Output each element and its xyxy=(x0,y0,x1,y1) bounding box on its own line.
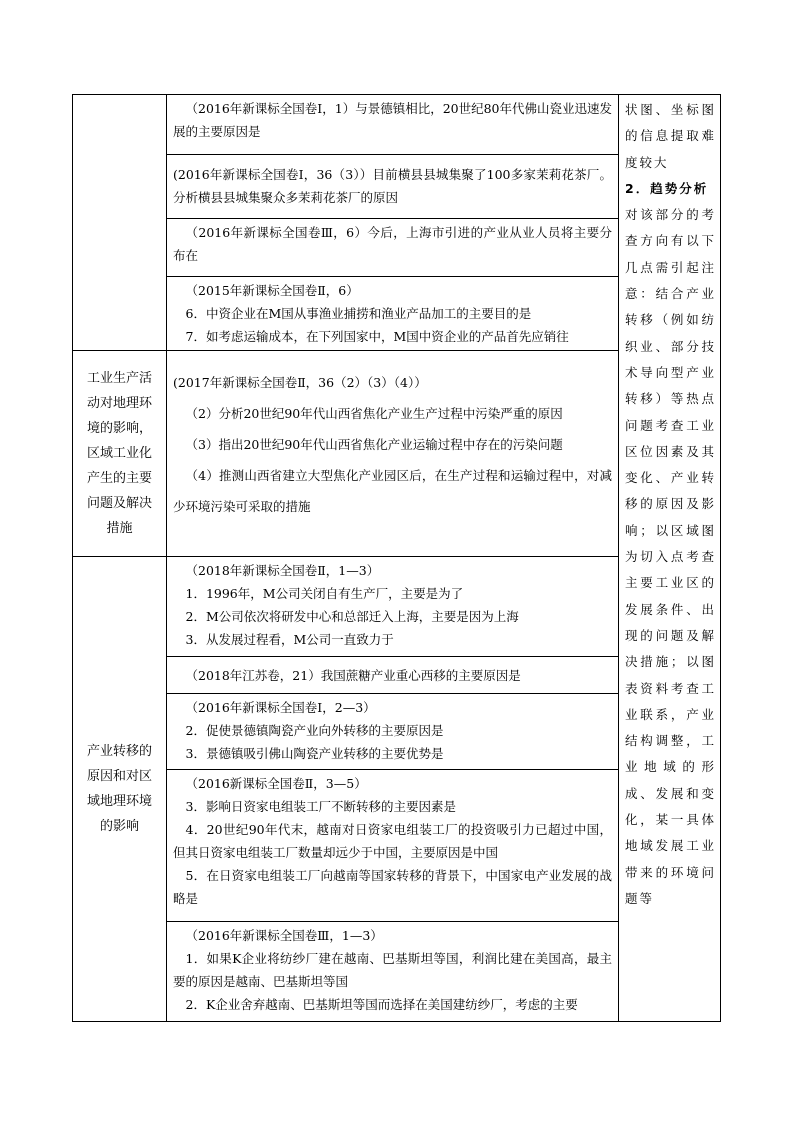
question-text: 1．1996年，M公司关闭自有生产厂，主要是为了 xyxy=(185,586,464,601)
topic-label: 产业转移的原因和对区域地理环境的影响 xyxy=(86,744,152,834)
question-text: 6．中资企业在M国从事渔业捕捞和渔业产品加工的主要目的是 xyxy=(185,306,532,321)
question-text: 3．影响日资家电组装工厂不断转移的主要因素是 xyxy=(185,799,456,814)
question-source: （2015年新课标全国卷Ⅱ，6） xyxy=(185,283,359,298)
question-text: 3．景德镇吸引佛山陶瓷产业转移的主要优势是 xyxy=(185,746,444,761)
question-text: 3．从发展过程看，M公司一直致力于 xyxy=(185,632,394,647)
analysis-intro: 状图、坐标图的信息提取难度较大 xyxy=(625,102,716,170)
question-text: 4．20世纪90年代末，越南对日资家电组装工厂的投资吸引力已超过中国，但其日资家电组装工厂数量却远少于中国，主要原因是中国 xyxy=(173,822,612,860)
question-source: (2017年新课标全国卷Ⅱ，36（2）（3）（4）） xyxy=(173,375,427,390)
question-cell xyxy=(167,770,619,922)
question-text: 2．M公司依次将研发中心和总部迁入上海，主要是因为上海 xyxy=(185,609,519,624)
question-text: （2016年新课标全国卷Ⅰ，1）与景德镇相比，20世纪80年代佛山瓷业迅速发展的主要原因是 xyxy=(173,101,613,139)
analysis-cell xyxy=(619,95,721,1022)
topic-cell-empty xyxy=(73,95,167,351)
question-source: （2016年新课标全国卷Ⅲ，1—3） xyxy=(185,928,383,943)
topic-label: 工业生产活动对地理环境的影响，区域工业化产生的主要问题及解决措施 xyxy=(86,371,152,536)
topic-cell xyxy=(73,557,167,1022)
question-text: （2018年江苏卷，21）我国蔗糖产业重心西移的主要原因是 xyxy=(185,668,521,683)
question-cell xyxy=(167,95,619,155)
question-text: 2．促使景德镇陶瓷产业向外转移的主要原因是 xyxy=(185,723,444,738)
analysis-body: 对该部分的考查方向有以下几点需引起注意：结合产业转移（例如纺织业、部分技术导向型产业转移）等热点问题考查工业区位因素及其变化、产业转移的原因及影响；以区域图为切入点考查主要工业区的发展条件、出现的问题及解决措施；以图表资料考查工业联系，产业结构调整，工业地域的形成、发展和变化，某一具体地域发展工业带来的环境问题等 xyxy=(625,207,716,906)
question-text: 1．如果K企业将纺纱厂建在越南、巴基斯坦等国，利润比建在美国高，最主要的原因是越南、巴基斯坦等国 xyxy=(173,951,612,989)
question-cell xyxy=(167,155,619,219)
question-text: 7．如考虑运输成本，在下列国家中，M国中资企业的产品首先应销往 xyxy=(185,329,569,344)
question-text: （3）指出20世纪90年代山西省焦化产业运输过程中存在的污染问题 xyxy=(185,437,563,452)
question-text: （2016年新课标全国卷Ⅲ，6）今后，上海市引进的产业从业人员将主要分布在 xyxy=(173,225,612,263)
question-cell xyxy=(167,557,619,657)
question-cell xyxy=(167,277,619,351)
question-cell xyxy=(167,219,619,277)
question-source: （2018年新课标全国卷Ⅱ，1—3） xyxy=(185,563,380,578)
question-cell xyxy=(167,922,619,1022)
question-cell xyxy=(167,351,619,557)
question-text: （4）推测山西省建立大型焦化产业园区后，在生产过程和运输过程中，对减少环境污染可采取的措施 xyxy=(173,468,612,514)
table-row xyxy=(73,95,721,155)
topic-cell xyxy=(73,351,167,557)
question-text: 2．K企业舍弃越南、巴基斯坦等国而选择在美国建纺纱厂，考虑的主要 xyxy=(185,997,578,1012)
question-cell xyxy=(167,657,619,694)
question-cell xyxy=(167,694,619,770)
question-source: （2016新课标全国卷Ⅱ，3—5） xyxy=(185,776,367,791)
content-table xyxy=(72,94,721,1022)
question-text: 5．在日资家电组装工厂向越南等国家转移的背景下，中国家电产业发展的战略是 xyxy=(173,868,612,906)
question-text: （2）分析20世纪90年代山西省焦化产业生产过程中污染严重的原因 xyxy=(185,406,563,421)
question-source: （2016年新课标全国卷Ⅰ，2—3） xyxy=(185,700,376,715)
analysis-heading: 2．趋势分析 xyxy=(625,180,709,196)
question-text: (2016年新课标全国卷Ⅰ，36（3））目前横县县城集聚了100多家茉莉花茶厂。分析横县县城集聚众多茉莉花茶厂的原因 xyxy=(173,167,612,205)
